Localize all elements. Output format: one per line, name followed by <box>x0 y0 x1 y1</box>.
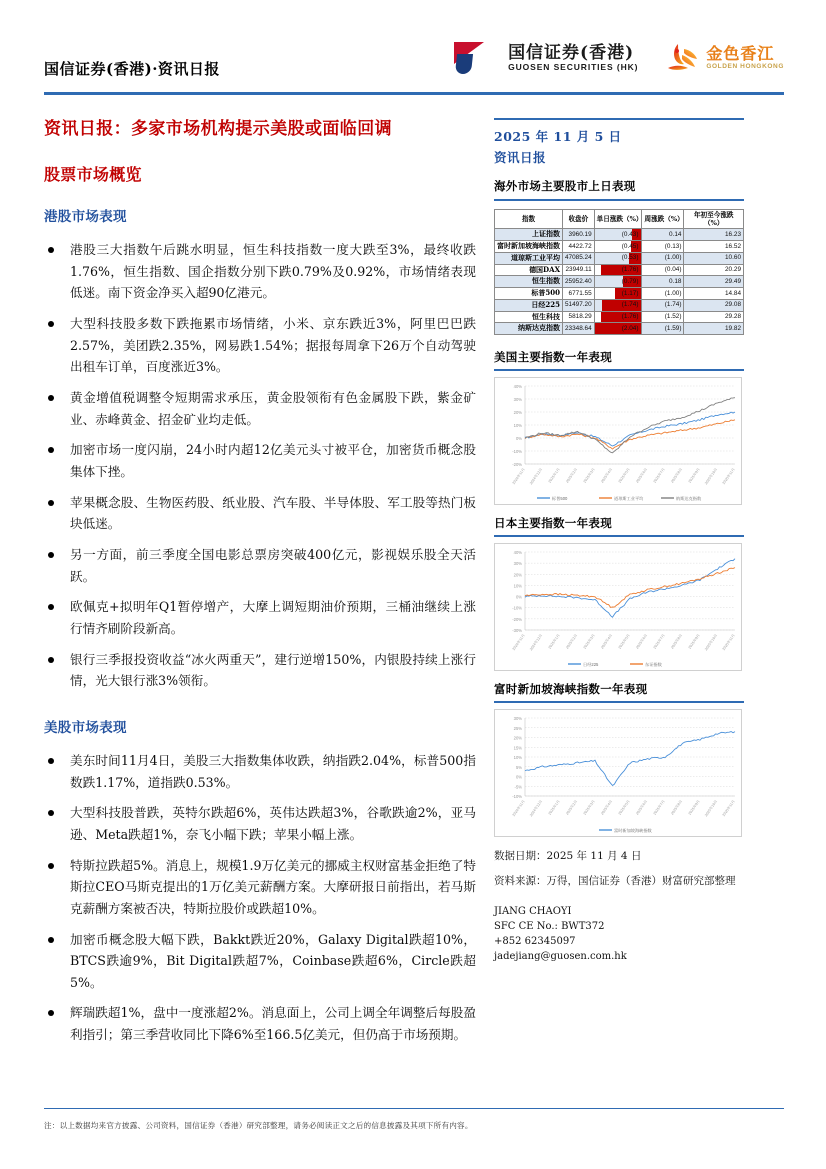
phoenix-icon <box>664 41 700 75</box>
cell-daily-change: (1.76) <box>594 264 642 276</box>
svg-text:30%: 30% <box>513 397 522 403</box>
table-row <box>495 264 744 276</box>
golden-hongkong-logo <box>664 41 784 75</box>
table-row <box>495 276 744 288</box>
svg-text:2025年3月: 2025年3月 <box>582 467 596 484</box>
cell-ytd-change: 29.49 <box>684 276 744 288</box>
table-row <box>495 288 744 300</box>
analyst-contact <box>494 904 784 964</box>
svg-text:-5%: -5% <box>514 784 522 790</box>
list-item: 大型科技股普跌，英特尔跌超6%，英伟达跌超3%，谷歌跌逾2%，亚马逊、Meta跌超1%，奈飞小幅下跌；苹果小幅上涨。 <box>44 802 476 845</box>
svg-text:40%: 40% <box>513 384 522 390</box>
us-bullet-list <box>44 750 476 1046</box>
list-item: 欧佩克+拟明年Q1暂停增产，大摩上调短期油价预期，三桶油继续上涨行情齐刷阶段新高。 <box>44 596 476 639</box>
svg-text:10%: 10% <box>513 583 522 589</box>
svg-text:-20%: -20% <box>512 617 522 623</box>
svg-text:2025年1月: 2025年1月 <box>547 633 561 650</box>
svg-text:-20%: -20% <box>512 462 522 468</box>
chart-canvas <box>494 709 742 837</box>
cell-index-name: 富时新加坡海峡指数 <box>495 241 563 253</box>
svg-text:2025年3月: 2025年3月 <box>582 799 596 816</box>
cell-weekly-change: 0.14 <box>642 229 684 241</box>
cell-close: 5818.29 <box>563 311 595 323</box>
svg-text:东证指数: 东证指数 <box>645 662 662 668</box>
svg-text:-10%: -10% <box>512 794 522 800</box>
report-kind: 资讯日报 <box>494 150 547 165</box>
chart-us-indices <box>494 349 784 505</box>
svg-text:2024年11月: 2024年11月 <box>511 467 526 486</box>
guosen-logo-en: GUOSEN SECURITIES (HK) <box>508 62 639 73</box>
svg-text:2025年10月: 2025年10月 <box>704 799 719 818</box>
svg-text:2025年6月: 2025年6月 <box>635 467 649 484</box>
svg-text:-30%: -30% <box>512 628 522 634</box>
cell-weekly-change: (0.13) <box>642 241 684 253</box>
chart-singapore-index <box>494 681 784 837</box>
guosen-logo <box>454 40 638 76</box>
svg-text:2025年8月: 2025年8月 <box>670 633 684 650</box>
cell-daily-change: (0.53) <box>594 252 642 264</box>
header-divider <box>44 92 784 95</box>
svg-text:40%: 40% <box>513 550 522 556</box>
cell-index-name: 纳斯达克指数 <box>495 323 563 335</box>
cell-index-name: 德国DAX <box>495 264 563 276</box>
cell-weekly-change: (0.04) <box>642 264 684 276</box>
svg-text:2025年2月: 2025年2月 <box>565 633 579 650</box>
svg-text:2025年2月: 2025年2月 <box>565 467 579 484</box>
svg-text:2025年1月: 2025年1月 <box>547 467 561 484</box>
chart-japan-indices <box>494 515 784 671</box>
list-item: 加密市场一度闪崩，24小时内超12亿美元头寸被平仓，加密货币概念股集体下挫。 <box>44 439 476 482</box>
cell-index-name: 恒生科技 <box>495 311 563 323</box>
cell-weekly-change: (1.74) <box>642 299 684 311</box>
svg-text:日经225: 日经225 <box>583 662 599 668</box>
table-header-row <box>495 210 744 229</box>
footer-disclaimer: 注：以上数据均来官方披露、公司资料，国信证券（香港）研究部整理，请务必阅读正文之后的信息披露及其项下所有内容。 <box>44 1121 473 1130</box>
svg-text:2024年12月: 2024年12月 <box>529 799 544 818</box>
svg-text:2025年7月: 2025年7月 <box>652 633 666 650</box>
cell-daily-change: (0.79) <box>594 276 642 288</box>
table-row <box>495 323 744 335</box>
cell-close: 23949.11 <box>563 264 595 276</box>
data-date: 数据日期：2025 年 11 月 4 日 <box>494 850 642 863</box>
svg-text:25%: 25% <box>513 725 522 731</box>
cell-weekly-change: (1.00) <box>642 252 684 264</box>
subsection-us-market: 美股市场表现 <box>44 719 127 736</box>
cell-daily-change: (1.74) <box>594 299 642 311</box>
svg-text:10%: 10% <box>513 423 522 429</box>
cell-weekly-change: (1.59) <box>642 323 684 335</box>
svg-text:0%: 0% <box>515 436 522 442</box>
golden-logo-en: GOLDEN HONGKONG <box>706 62 784 70</box>
cell-ytd-change: 16.23 <box>684 229 744 241</box>
chart-canvas <box>494 377 742 505</box>
list-item: 大型科技股多数下跌拖累市场情绪，小米、京东跌近3%，阿里巴巴跌2.57%，美团跌2.35%，网易跌1.54%；据报每周拿下26万个自动驾驶出租车订单，百度涨近3%。 <box>44 313 476 378</box>
main-content <box>44 118 476 1070</box>
hk-bullet-list <box>44 239 476 692</box>
svg-text:道琼斯工业平均: 道琼斯工业平均 <box>614 496 644 502</box>
table-row <box>495 311 744 323</box>
cell-index-name: 上证指数 <box>495 229 563 241</box>
svg-text:20%: 20% <box>513 735 522 741</box>
publication-name: 国信证券(香港)·资讯日报 <box>44 60 220 78</box>
cell-ytd-change: 16.52 <box>684 241 744 253</box>
cell-close: 23348.64 <box>563 323 595 335</box>
report-date: 2025 年 11 月 5 日 <box>494 129 622 144</box>
page-title: 资讯日报：多家市场机构提示美股或面临回调 <box>44 119 392 139</box>
svg-text:2025年6月: 2025年6月 <box>635 799 649 816</box>
cell-close: 47085.24 <box>563 252 595 264</box>
svg-text:2025年9月: 2025年9月 <box>687 467 701 484</box>
list-item: 特斯拉跌超5%。消息上，规模1.9万亿美元的挪威主权财富基金拒绝了特斯拉CEO马斯克提出的1万亿美元薪酬方案。大摩研报日前指出，若马斯克薪酬方案被否决，特斯拉股价或跌超10%。 <box>44 855 476 920</box>
svg-text:富时新加坡海峡指数: 富时新加坡海峡指数 <box>614 828 652 834</box>
svg-text:标普500: 标普500 <box>552 496 568 502</box>
svg-text:5%: 5% <box>515 764 522 770</box>
list-item: 辉瑞跌超1%，盘中一度涨超2%。消息面上，公司上调全年调整后每股盈利指引；第三季营收同比下降6%至166.5亿美元，但仍高于市场预期。 <box>44 1002 476 1045</box>
svg-text:30%: 30% <box>513 716 522 722</box>
svg-text:2025年10月: 2025年10月 <box>704 467 719 486</box>
data-source: 资料来源：万得，国信证券（香港）财富研究部整理 <box>494 874 736 887</box>
svg-text:0%: 0% <box>515 774 522 780</box>
svg-text:2025年10月: 2025年10月 <box>704 633 719 652</box>
chart-divider <box>494 701 744 703</box>
svg-text:20%: 20% <box>513 572 522 578</box>
col-index-name: 指数 <box>495 210 563 229</box>
svg-text:2024年12月: 2024年12月 <box>529 633 544 652</box>
sidebar <box>494 118 784 964</box>
cell-daily-change: (1.76) <box>594 311 642 323</box>
cell-close: 25952.40 <box>563 276 595 288</box>
cell-ytd-change: 20.29 <box>684 264 744 276</box>
chart-title: 日本主要指数一年表现 <box>494 516 612 531</box>
svg-text:20%: 20% <box>513 410 522 416</box>
svg-text:2025年8月: 2025年8月 <box>670 799 684 816</box>
cell-index-name: 日经225 <box>495 299 563 311</box>
svg-text:2024年12月: 2024年12月 <box>529 467 544 486</box>
svg-text:2025年1月: 2025年1月 <box>547 799 561 816</box>
cell-index-name: 标普500 <box>495 288 563 300</box>
svg-text:2025年11月: 2025年11月 <box>721 799 736 818</box>
svg-text:2025年11月: 2025年11月 <box>721 467 736 486</box>
col-daily: 单日涨跌（%） <box>594 210 642 229</box>
cell-ytd-change: 10.60 <box>684 252 744 264</box>
logo-group <box>454 40 784 76</box>
svg-text:2025年4月: 2025年4月 <box>600 467 614 484</box>
list-item: 银行三季报投资收益“冰火两重天”，建行逆增150%，内银股持续上涨行情，光大银行涨3%领衔。 <box>44 649 476 692</box>
overseas-index-table <box>494 209 744 335</box>
cell-daily-change: (0.45) <box>594 241 642 253</box>
chart-title: 美国主要指数一年表现 <box>494 350 612 365</box>
cell-ytd-change: 29.28 <box>684 311 744 323</box>
cell-close: 3960.19 <box>563 229 595 241</box>
svg-text:2025年7月: 2025年7月 <box>652 467 666 484</box>
svg-text:2025年5月: 2025年5月 <box>617 799 631 816</box>
svg-text:2025年7月: 2025年7月 <box>652 799 666 816</box>
svg-text:30%: 30% <box>513 561 522 567</box>
list-item: 苹果概念股、生物医药股、纸业股、汽车股、半导体股、军工股等热门板块低迷。 <box>44 492 476 535</box>
analyst-name: JIANG CHAOYI <box>494 905 572 917</box>
chart-title: 富时新加坡海峡指数一年表现 <box>494 682 648 697</box>
cell-index-name: 恒生指数 <box>495 276 563 288</box>
svg-text:2025年3月: 2025年3月 <box>582 633 596 650</box>
svg-text:2025年6月: 2025年6月 <box>635 633 649 650</box>
list-item: 黄金增值税调整令短期需求承压，黄金股领衔有色金属股下跌，紫金矿业、赤峰黄金、招金矿业均走低。 <box>44 387 476 430</box>
subsection-hk-market: 港股市场表现 <box>44 209 127 226</box>
analyst-email[interactable]: jadejiang@guosen.com.hk <box>494 950 627 962</box>
svg-text:2025年9月: 2025年9月 <box>687 633 701 650</box>
table-row <box>495 229 744 241</box>
guosen-logo-cn: 国信证券(香港) <box>508 42 635 63</box>
svg-text:2024年11月: 2024年11月 <box>511 799 526 818</box>
cell-ytd-change: 19.82 <box>684 323 744 335</box>
svg-text:纳斯达克指数: 纳斯达克指数 <box>676 496 702 502</box>
svg-text:2025年8月: 2025年8月 <box>670 467 684 484</box>
list-item: 加密币概念股大幅下跌，Bakkt跌近20%，Galaxy Digital跌超10%，BTCS跌逾9%，Bit Digital跌超7%，Coinbase跌超6%，Circle跌超5%。 <box>44 929 476 994</box>
golden-logo-cn: 金色香江 <box>706 46 784 63</box>
cell-close: 6771.55 <box>563 288 595 300</box>
cell-close: 4422.72 <box>563 241 595 253</box>
chart-canvas <box>494 543 742 671</box>
svg-text:2025年9月: 2025年9月 <box>687 799 701 816</box>
cell-ytd-change: 14.84 <box>684 288 744 300</box>
chart-divider <box>494 535 744 537</box>
footer-divider <box>44 1108 784 1109</box>
cell-index-name: 道琼斯工业平均 <box>495 252 563 264</box>
col-weekly: 周涨跌（%） <box>642 210 684 229</box>
chart-divider <box>494 369 744 371</box>
table-row <box>495 299 744 311</box>
svg-text:15%: 15% <box>513 745 522 751</box>
svg-text:2025年4月: 2025年4月 <box>600 633 614 650</box>
col-ytd: 年初至今涨跌（%） <box>684 210 744 229</box>
index-table-title: 海外市场主要股市上日表现 <box>494 179 636 193</box>
svg-text:-10%: -10% <box>512 605 522 611</box>
svg-text:-10%: -10% <box>512 449 522 455</box>
list-item: 美东时间11月4日，美股三大指数集体收跌，纳指跌2.04%，标普500指数跌1.17%，道指跌0.53%。 <box>44 750 476 793</box>
list-item: 另一方面，前三季度全国电影总票房突破400亿元，影视娱乐股全天活跃。 <box>44 544 476 587</box>
svg-text:2025年5月: 2025年5月 <box>617 467 631 484</box>
cell-weekly-change: (1.00) <box>642 288 684 300</box>
svg-text:0%: 0% <box>515 594 522 600</box>
svg-text:10%: 10% <box>513 755 522 761</box>
table-row <box>495 252 744 264</box>
sidebar-top-divider <box>494 118 744 120</box>
cell-weekly-change: 0.18 <box>642 276 684 288</box>
cell-weekly-change: (1.52) <box>642 311 684 323</box>
col-close: 收盘价 <box>563 210 595 229</box>
cell-close: 51497.20 <box>563 299 595 311</box>
guosen-mark-icon <box>454 40 500 76</box>
svg-text:2024年11月: 2024年11月 <box>511 633 526 652</box>
section-title-market-overview: 股票市场概览 <box>44 165 142 185</box>
svg-text:2025年11月: 2025年11月 <box>721 633 736 652</box>
index-table-divider <box>494 199 744 201</box>
analyst-license: SFC CE No.: BWT372 <box>494 920 605 932</box>
svg-text:2025年5月: 2025年5月 <box>617 633 631 650</box>
cell-daily-change: (0.43) <box>594 229 642 241</box>
svg-text:2025年2月: 2025年2月 <box>565 799 579 816</box>
table-row <box>495 241 744 253</box>
svg-text:2025年4月: 2025年4月 <box>600 799 614 816</box>
cell-daily-change: (2.04) <box>594 323 642 335</box>
cell-daily-change: (1.17) <box>594 288 642 300</box>
analyst-phone: +852 62345097 <box>494 935 576 947</box>
cell-ytd-change: 29.08 <box>684 299 744 311</box>
list-item: 港股三大指数午后跳水明显，恒生科技指数一度大跌至3%，最终收跌1.76%，恒生指数、国企指数分别下跌0.79%及0.92%，市场情绪表现低迷。南下资金净买入超90亿港元。 <box>44 239 476 304</box>
